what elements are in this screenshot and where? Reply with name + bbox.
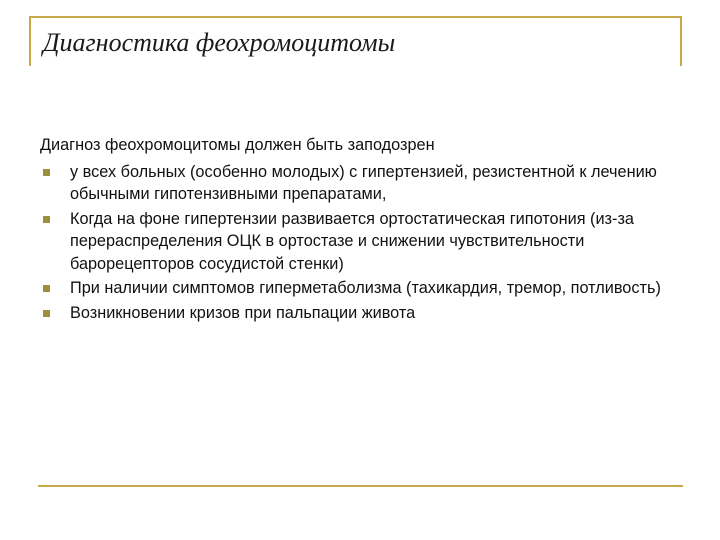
bullet-text: Когда на фоне гипертензии развивается ортостатическая гипотония (из-за перераспределения ОЦК в ортостазе и снижении чувствительности барорецепторов сосудистой стенки) <box>70 209 634 273</box>
bullet-list <box>40 161 700 325</box>
title-frame-left <box>29 16 31 66</box>
intro-text: Диагноз феохромоцитомы должен быть заподозрен <box>40 136 435 154</box>
square-bullet-icon <box>43 310 50 317</box>
bullet-text: у всех больных (особенно молодых) с гипертензией, резистентной к лечению обычными гипотензивными препаратами, <box>70 162 657 203</box>
square-bullet-icon <box>43 285 50 292</box>
bullet-item <box>40 208 700 276</box>
slide-content <box>40 134 700 326</box>
title-frame-top <box>29 16 682 18</box>
title-frame-right <box>680 16 682 66</box>
bullet-item <box>40 277 700 300</box>
slide-title: Диагностика феохромоцитомы <box>43 28 396 57</box>
bullet-text: Возникновении кризов при пальпации живота <box>70 303 416 322</box>
bullet-text: При наличии симптомов гиперметаболизма (тахикардия, тремор, потливость) <box>70 279 661 297</box>
square-bullet-icon <box>43 169 50 176</box>
bullet-item <box>40 302 700 325</box>
bottom-rule <box>38 485 683 487</box>
bullet-item <box>40 161 700 206</box>
square-bullet-icon <box>43 216 50 223</box>
